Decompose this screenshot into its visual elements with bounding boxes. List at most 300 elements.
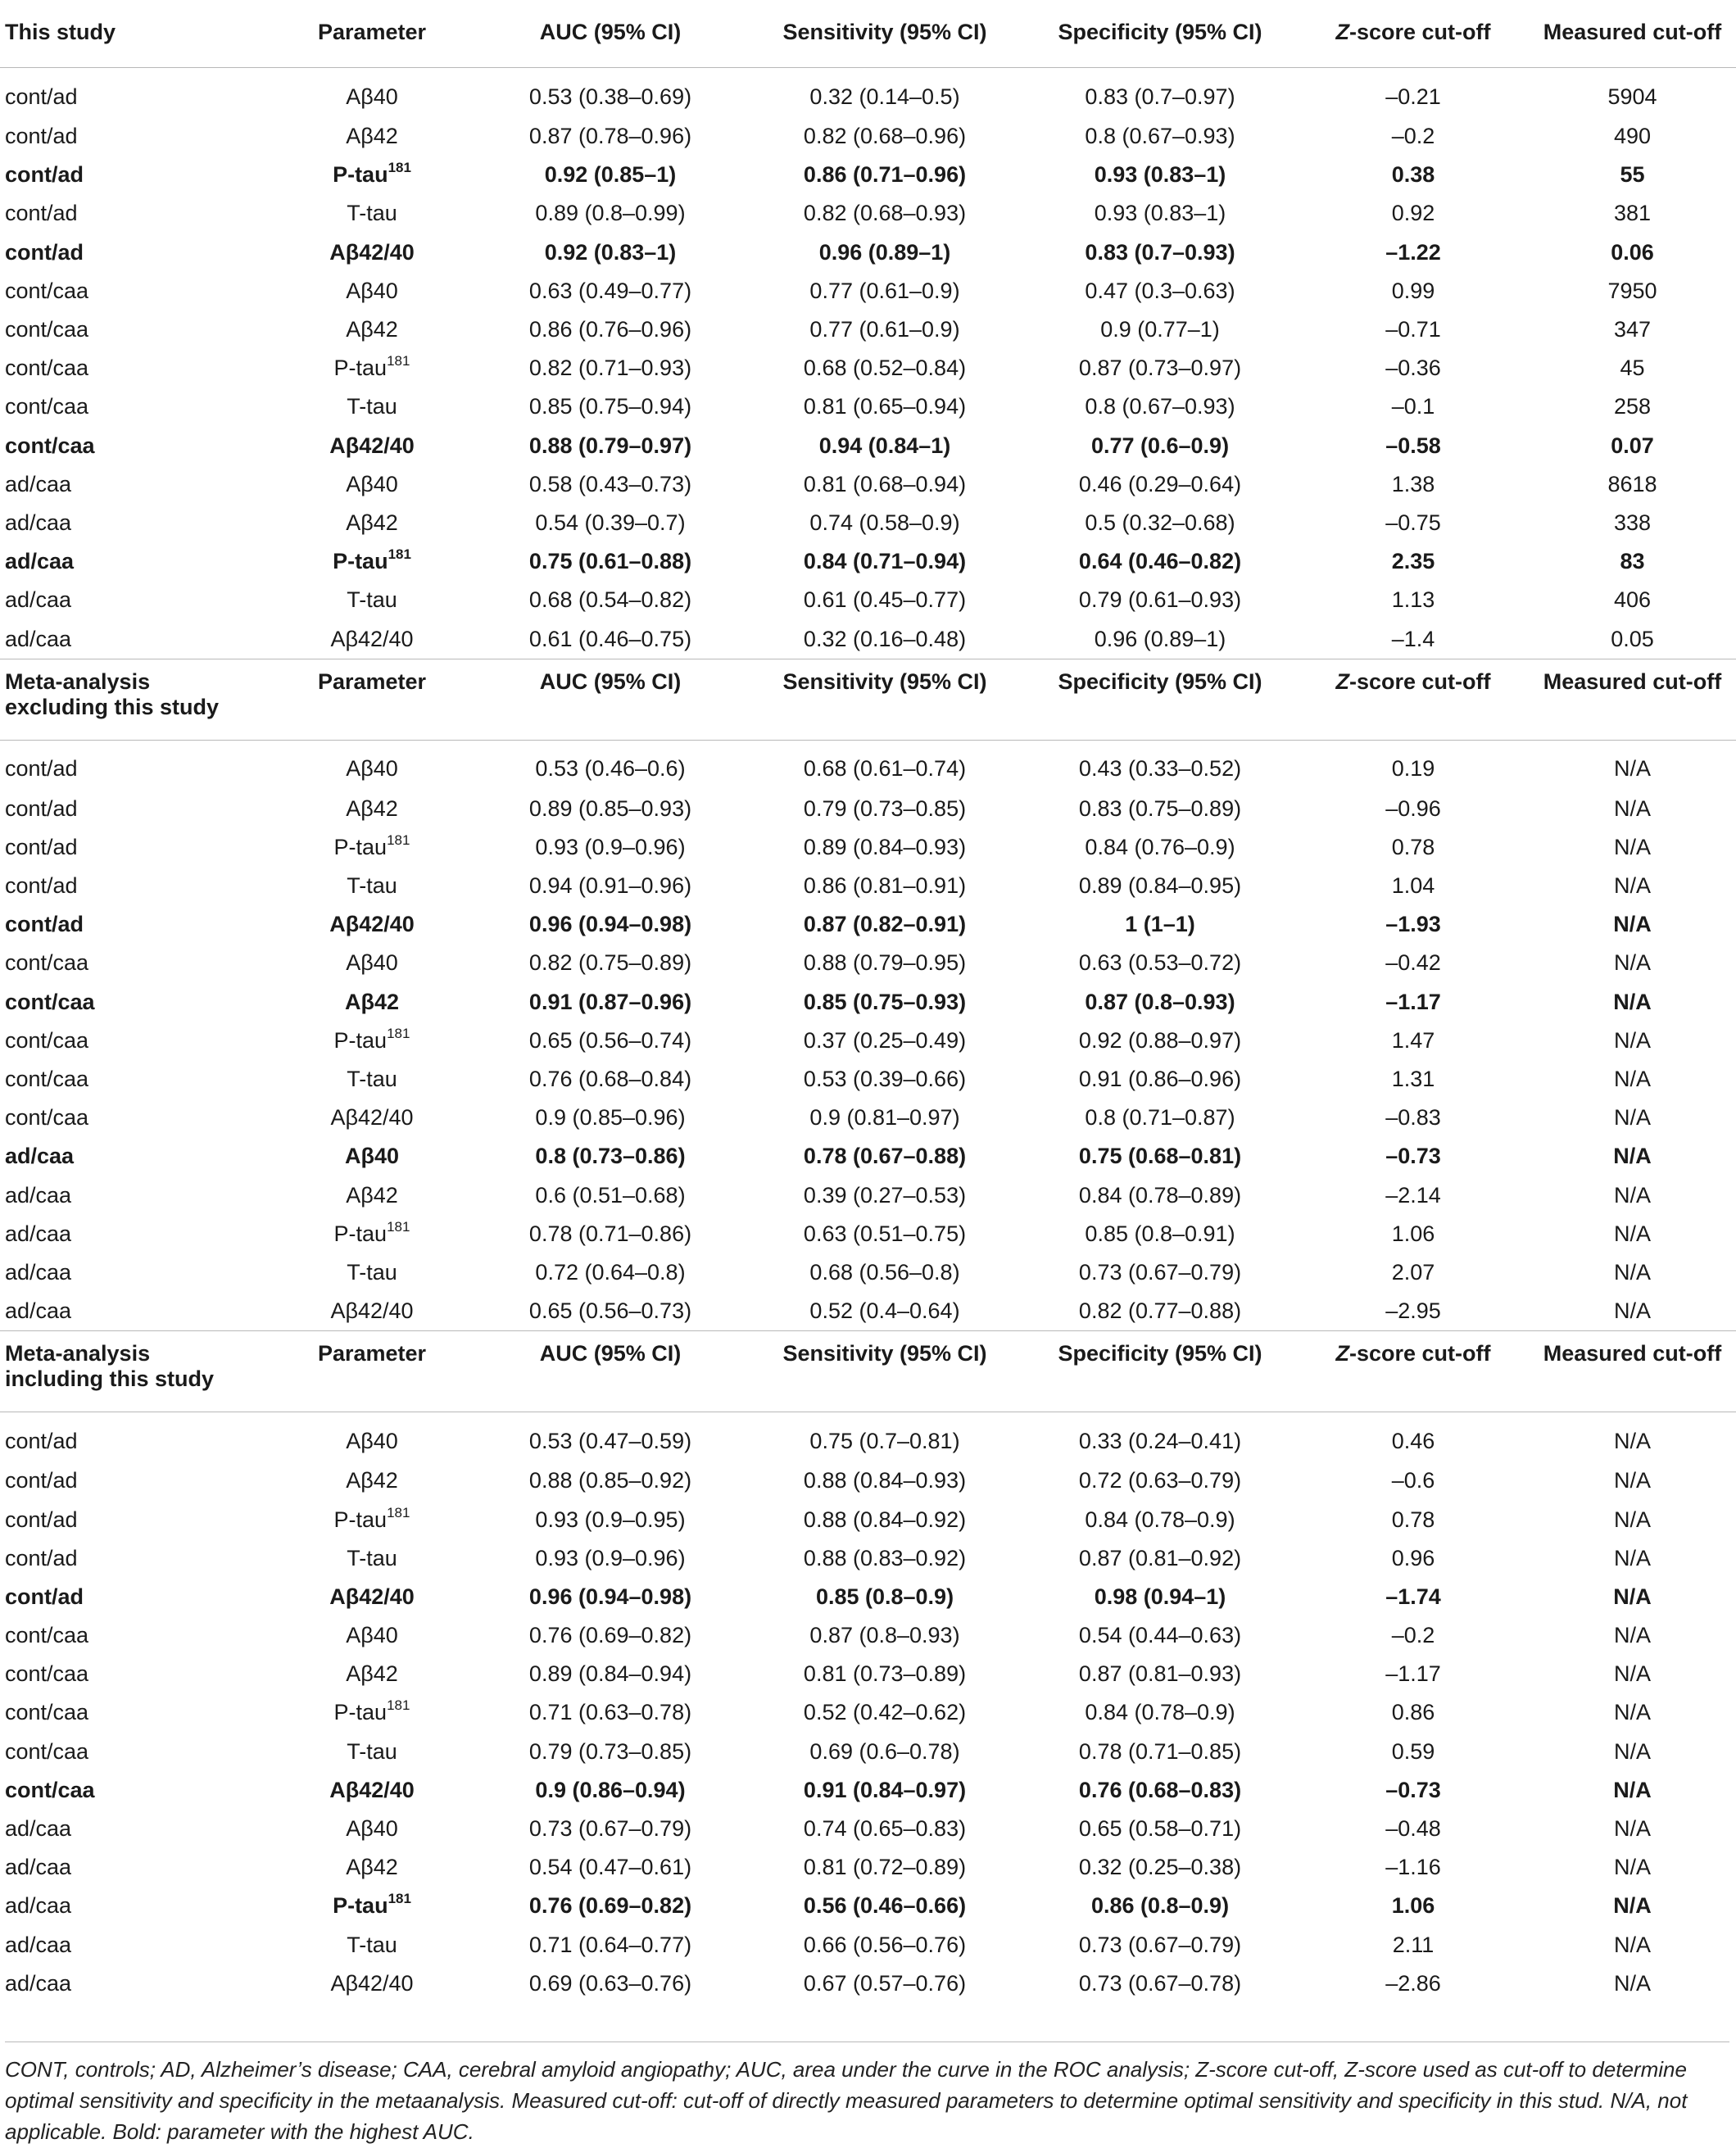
table-row [0,1137,1736,1176]
measured-cutoff-cell: N/A [1613,1661,1651,1687]
parameter-name: T-tau [347,873,397,899]
section-header-row [0,10,1736,68]
table-row [0,790,1736,828]
specificity-cell: 0.47 (0.3–0.63) [1085,278,1235,303]
specificity-cell: 0.87 (0.81–0.92) [1078,1545,1242,1570]
measured-cutoff-cell: N/A [1613,989,1652,1014]
specificity-cell: 0.43 (0.33–0.52) [1078,756,1242,782]
sensitivity-cell: 0.96 (0.89–1) [818,239,951,265]
col-header-measured-cutoff: Measured cut-off [1529,10,1736,68]
comparison-cell: cont/ad [5,1428,78,1453]
auc-cell: 0.54 (0.47–0.61) [528,1855,692,1880]
sensitivity-cell: 0.81 (0.72–0.89) [803,1855,967,1880]
auc-cell: 0.53 (0.47–0.59) [528,1428,692,1453]
sensitivity-cell: 0.77 (0.61–0.9) [809,317,960,342]
measured-cutoff-cell: N/A [1613,1428,1651,1453]
section-title [0,659,270,740]
table-body [0,10,1736,2003]
comparison-cell: ad/caa [5,1893,72,1919]
parameter-name: Aβ40 [344,1144,399,1169]
auc-cell: 0.75 (0.61–0.88) [528,549,692,574]
z-cutoff-cell: 1.47 [1391,1027,1435,1053]
sensitivity-cell: 0.89 (0.84–0.93) [803,834,967,859]
z-cutoff-cell: –2.95 [1385,1298,1441,1324]
col-header-auc: AUC (95% CI) [474,659,747,740]
z-cutoff-cell: 1.31 [1391,1067,1435,1092]
z-cutoff-cell: 0.46 [1391,1428,1435,1453]
comparison-cell: cont/caa [5,1700,89,1725]
sensitivity-cell: 0.88 (0.84–0.92) [803,1507,967,1532]
parameter-cell [270,233,474,272]
comparison-cell: cont/ad [5,834,78,859]
comparison-cell: ad/caa [5,1221,72,1246]
parameter-name: Aβ42 [346,795,398,821]
parameter-cell [270,983,474,1022]
parameter-name: Aβ42/40 [329,239,415,265]
z-cutoff-cell: 2.11 [1392,1932,1435,1957]
section-title-line1: Meta-analysis [5,1341,151,1366]
parameter-superscript: 181 [388,1891,411,1907]
auc-cell: 0.78 (0.71–0.86) [528,1221,692,1246]
measured-cutoff-cell: 258 [1613,394,1652,419]
table-row [0,944,1736,982]
sensitivity-cell: 0.52 (0.42–0.62) [803,1700,967,1725]
parameter-cell [270,349,474,387]
sensitivity-cell: 0.85 (0.75–0.93) [803,989,967,1014]
z-cutoff-cell: 0.92 [1391,201,1435,226]
specificity-cell: 0.87 (0.8–0.93) [1085,989,1235,1014]
parameter-name: T-tau [347,201,397,226]
parameter-superscript: 181 [387,1025,410,1041]
auc-cell: 0.89 (0.85–0.93) [528,795,692,821]
specificity-cell: 0.75 (0.68–0.81) [1078,1144,1242,1169]
measured-cutoff-cell: 0.07 [1611,433,1654,458]
specificity-cell: 0.9 (0.77–1) [1100,317,1220,342]
z-cutoff-cell: –1.22 [1385,239,1441,265]
parameter-cell [270,542,474,581]
sensitivity-cell: 0.68 (0.56–0.8) [809,1259,960,1285]
parameter-cell [270,156,474,194]
z-cutoff-cell: –0.96 [1385,795,1441,821]
specificity-cell: 0.92 (0.88–0.97) [1078,1027,1242,1053]
parameter-name: Aβ40 [346,278,398,303]
sensitivity-cell: 0.77 (0.61–0.9) [809,278,960,303]
table-row [0,117,1736,156]
section-title-line2: including this study [5,1366,214,1392]
z-cutoff-cell: –1.17 [1385,989,1441,1014]
z-cutoff-cell: 0.59 [1391,1738,1435,1764]
auc-cell: 0.65 (0.56–0.74) [528,1027,692,1053]
parameter-superscript: 181 [388,546,411,563]
parameter-superscript: 181 [388,160,411,176]
auc-cell: 0.92 (0.83–1) [544,239,677,265]
specificity-cell: 0.89 (0.84–0.95) [1078,873,1242,899]
measured-cutoff-cell: N/A [1613,1777,1652,1802]
parameter-name: P-tau [333,356,388,381]
comparison-cell: cont/caa [5,317,89,342]
col-header-measured-cutoff: Measured cut-off [1529,659,1736,740]
measured-cutoff-cell: N/A [1613,1816,1651,1842]
table-row [0,310,1736,349]
parameter-name: Aβ40 [346,1428,398,1453]
measured-cutoff-cell: 381 [1613,201,1652,226]
parameter-name: Aβ42/40 [330,1298,414,1324]
measured-cutoff-cell: N/A [1613,834,1651,859]
col-header-specificity: Specificity (95% CI) [1022,10,1298,68]
comparison-cell: cont/caa [5,433,95,458]
specificity-cell: 0.72 (0.63–0.79) [1078,1468,1242,1493]
z-italic: Z [1335,1341,1349,1366]
measured-cutoff-cell: 406 [1613,587,1652,613]
z-rest: -score cut-off [1348,1341,1491,1366]
z-cutoff-cell: –1.16 [1385,1855,1441,1880]
measured-cutoff-cell: N/A [1613,1893,1652,1919]
specificity-cell: 0.78 (0.71–0.85) [1078,1738,1242,1764]
table-row [0,349,1736,387]
specificity-cell: 0.5 (0.32–0.68) [1085,510,1235,535]
results-table [0,10,1736,2003]
specificity-cell: 0.83 (0.75–0.89) [1078,795,1242,821]
auc-cell: 0.58 (0.43–0.73) [528,471,692,496]
measured-cutoff-cell: 5904 [1607,84,1657,109]
z-cutoff-cell: –1.93 [1385,912,1441,937]
auc-cell: 0.87 (0.78–0.96) [528,124,692,149]
z-cutoff-cell: –2.14 [1385,1182,1441,1208]
table-row [0,1848,1736,1887]
parameter-name: Aβ42 [346,1661,398,1687]
table-row [0,1060,1736,1099]
specificity-cell: 0.91 (0.86–0.96) [1078,1067,1242,1092]
auc-cell: 0.76 (0.69–0.82) [528,1893,692,1919]
parameter-cell [270,1810,474,1848]
auc-cell: 0.73 (0.67–0.79) [528,1816,692,1842]
specificity-cell: 0.32 (0.25–0.38) [1078,1855,1242,1880]
measured-cutoff-cell: N/A [1613,756,1651,782]
parameter-cell [270,68,474,118]
sensitivity-cell: 0.84 (0.71–0.94) [803,549,967,574]
measured-cutoff-cell: N/A [1613,1855,1651,1880]
parameter-superscript: 181 [387,1504,410,1520]
sensitivity-cell: 0.86 (0.81–0.91) [803,873,967,899]
sensitivity-cell: 0.53 (0.39–0.66) [803,1067,967,1092]
parameter-name: Aβ40 [346,1816,398,1842]
parameter-cell [270,905,474,944]
comparison-cell: ad/caa [5,1144,75,1169]
specificity-cell: 0.8 (0.67–0.93) [1085,394,1235,419]
z-cutoff-cell: 1.04 [1391,873,1435,899]
parameter-cell [270,1099,474,1137]
comparison-cell: cont/caa [5,989,95,1014]
parameter-name: Aβ40 [346,84,398,109]
table-row [0,1578,1736,1616]
specificity-cell: 0.83 (0.7–0.97) [1085,84,1235,109]
sensitivity-cell: 0.9 (0.81–0.97) [809,1105,960,1131]
col-header-sensitivity: Sensitivity (95% CI) [747,1331,1022,1412]
z-cutoff-cell: –0.83 [1385,1105,1441,1131]
comparison-cell: cont/caa [5,356,89,381]
parameter-cell [270,1578,474,1616]
specificity-cell: 0.86 (0.8–0.9) [1090,1893,1230,1919]
specificity-cell: 0.87 (0.73–0.97) [1078,356,1242,381]
table-row [0,1693,1736,1732]
z-cutoff-cell: –0.58 [1385,433,1441,458]
auc-cell: 0.82 (0.75–0.89) [528,950,692,976]
parameter-cell [270,117,474,156]
parameter-cell [270,1253,474,1292]
sensitivity-cell: 0.82 (0.68–0.96) [803,124,967,149]
sensitivity-cell: 0.81 (0.68–0.94) [803,471,967,496]
parameter-name: Aβ42 [346,1468,398,1493]
specificity-cell: 0.83 (0.7–0.93) [1085,239,1235,265]
auc-cell: 0.94 (0.91–0.96) [528,873,692,899]
z-cutoff-cell: –0.73 [1385,1777,1441,1802]
comparison-cell: cont/ad [5,1584,84,1609]
table-row [0,1099,1736,1137]
col-header-specificity: Specificity (95% CI) [1022,1331,1298,1412]
parameter-cell [270,194,474,233]
z-rest: -score cut-off [1348,668,1491,694]
parameter-name: Aβ42 [346,317,398,342]
z-cutoff-cell: 1.06 [1391,1221,1435,1246]
parameter-superscript: 181 [387,353,410,369]
z-cutoff-cell: –1.17 [1385,1661,1441,1687]
comparison-cell: ad/caa [5,471,72,496]
parameter-cell [270,310,474,349]
section-header-row [0,659,1736,740]
parameter-name: Aβ40 [346,950,398,976]
sensitivity-cell: 0.68 (0.61–0.74) [803,756,967,782]
parameter-cell [270,1176,474,1215]
table-row [0,1887,1736,1925]
z-cutoff-cell: –0.42 [1385,950,1441,976]
parameter-name: P-tau [333,1027,388,1053]
specificity-cell: 0.54 (0.44–0.63) [1078,1623,1242,1648]
section-title [0,10,270,68]
comparison-cell: cont/ad [5,756,78,782]
measured-cutoff-cell: N/A [1613,1738,1651,1764]
specificity-cell: 0.82 (0.77–0.88) [1078,1298,1242,1324]
specificity-cell: 0.73 (0.67–0.78) [1078,1970,1242,1996]
measured-cutoff-cell: 45 [1620,356,1645,381]
z-cutoff-cell: 1.38 [1391,471,1435,496]
parameter-cell [270,867,474,905]
parameter-name: T-tau [347,1067,397,1092]
parameter-name: Aβ42/40 [329,1777,415,1802]
parameter-name: P-tau [333,162,388,188]
z-cutoff-cell: 0.86 [1391,1700,1435,1725]
auc-cell: 0.71 (0.64–0.77) [528,1932,692,1957]
parameter-superscript: 181 [387,1697,410,1714]
z-cutoff-cell: –0.71 [1385,317,1441,342]
auc-cell: 0.72 (0.64–0.8) [535,1259,686,1285]
z-cutoff-cell: –2.86 [1385,1970,1441,1996]
sensitivity-cell: 0.66 (0.56–0.76) [803,1932,967,1957]
parameter-cell [270,504,474,542]
table-row [0,740,1736,790]
sensitivity-cell: 0.39 (0.27–0.53) [803,1182,967,1208]
specificity-cell: 0.84 (0.78–0.89) [1078,1182,1242,1208]
specificity-cell: 0.8 (0.67–0.93) [1085,124,1235,149]
comparison-cell: cont/caa [5,1623,89,1648]
comparison-cell: cont/ad [5,912,84,937]
parameter-name: P-tau [333,1893,388,1919]
parameter-name: T-tau [347,394,397,419]
parameter-cell [270,619,474,659]
specificity-cell: 0.77 (0.6–0.9) [1090,433,1230,458]
col-header-auc: AUC (95% CI) [474,1331,747,1412]
parameter-name: T-tau [347,587,397,613]
table-row [0,1412,1736,1462]
z-cutoff-cell: 2.35 [1391,549,1435,574]
col-header-z-cutoff [1298,659,1529,740]
parameter-name: P-tau [333,1221,388,1246]
auc-cell: 0.88 (0.79–0.97) [528,433,692,458]
measured-cutoff-cell: N/A [1613,1298,1651,1324]
measured-cutoff-cell: N/A [1613,1700,1651,1725]
auc-cell: 0.93 (0.9–0.96) [535,834,686,859]
table-row [0,828,1736,867]
col-header-parameter: Parameter [270,10,474,68]
parameter-cell [270,427,474,465]
auc-cell: 0.9 (0.85–0.96) [535,1105,686,1131]
comparison-cell: cont/ad [5,124,78,149]
sensitivity-cell: 0.61 (0.45–0.77) [803,587,967,613]
section-title-line2: excluding this study [5,694,220,719]
col-header-parameter: Parameter [270,1331,474,1412]
auc-cell: 0.54 (0.39–0.7) [535,510,686,535]
sensitivity-cell: 0.91 (0.84–0.97) [803,1777,967,1802]
col-header-auc: AUC (95% CI) [474,10,747,68]
sensitivity-cell: 0.74 (0.65–0.83) [803,1816,967,1842]
measured-cutoff-cell: N/A [1613,1105,1651,1131]
parameter-cell [270,581,474,619]
comparison-cell: cont/ad [5,1545,78,1570]
z-rest: -score cut-off [1348,20,1491,44]
comparison-cell: cont/caa [5,1067,89,1092]
parameter-cell [270,1733,474,1771]
z-cutoff-cell: –0.6 [1391,1468,1435,1493]
parameter-cell [270,1412,474,1462]
table-row [0,194,1736,233]
z-cutoff-cell: –1.74 [1385,1584,1441,1609]
specificity-cell: 0.8 (0.71–0.87) [1085,1105,1235,1131]
specificity-cell: 0.87 (0.81–0.93) [1078,1661,1242,1687]
parameter-cell [270,1655,474,1693]
sensitivity-cell: 0.78 (0.67–0.88) [803,1144,967,1169]
comparison-cell: ad/caa [5,1932,72,1957]
measured-cutoff-cell: N/A [1613,912,1652,937]
parameter-name: T-tau [347,1738,397,1764]
table-row [0,1810,1736,1848]
table-row [0,1771,1736,1810]
auc-cell: 0.9 (0.86–0.94) [535,1777,686,1802]
table-row [0,1253,1736,1292]
sensitivity-cell: 0.67 (0.57–0.76) [803,1970,967,1996]
comparison-cell: cont/ad [5,201,78,226]
auc-cell: 0.63 (0.49–0.77) [528,278,692,303]
table-row [0,1926,1736,1964]
auc-cell: 0.71 (0.63–0.78) [528,1700,692,1725]
col-header-sensitivity: Sensitivity (95% CI) [747,10,1022,68]
specificity-cell: 0.84 (0.78–0.9) [1085,1700,1235,1725]
sensitivity-cell: 0.87 (0.82–0.91) [803,912,967,937]
sensitivity-cell: 0.88 (0.79–0.95) [803,950,967,976]
table-row [0,983,1736,1022]
measured-cutoff-cell: 338 [1613,510,1652,535]
parameter-cell [270,944,474,982]
comparison-cell: ad/caa [5,1816,72,1842]
auc-cell: 0.82 (0.71–0.93) [528,356,692,381]
section-title-line1: Meta-analysis [5,668,151,694]
comparison-cell: cont/ad [5,1507,78,1532]
measured-cutoff-cell: 0.06 [1611,239,1654,265]
sensitivity-cell: 0.32 (0.14–0.5) [809,84,960,109]
measured-cutoff-cell: 55 [1620,162,1645,188]
sensitivity-cell: 0.69 (0.6–0.78) [809,1738,960,1764]
col-header-z-cutoff [1298,1331,1529,1412]
auc-cell: 0.89 (0.84–0.94) [528,1661,692,1687]
measured-cutoff-cell: N/A [1613,1027,1651,1053]
parameter-name: Aβ42 [346,1855,398,1880]
parameter-cell [270,1771,474,1810]
comparison-cell: cont/caa [5,1027,89,1053]
specificity-cell: 0.73 (0.67–0.79) [1078,1259,1242,1285]
parameter-cell [270,1215,474,1253]
table-row [0,465,1736,504]
sensitivity-cell: 0.82 (0.68–0.93) [803,201,967,226]
auc-cell: 0.79 (0.73–0.85) [528,1738,692,1764]
specificity-cell: 0.73 (0.67–0.79) [1078,1932,1242,1957]
parameter-cell [270,387,474,426]
parameter-cell [270,1060,474,1099]
auc-cell: 0.85 (0.75–0.94) [528,394,692,419]
specificity-cell: 0.46 (0.29–0.64) [1078,471,1242,496]
sensitivity-cell: 0.87 (0.8–0.93) [809,1623,960,1648]
parameter-name: T-tau [347,1932,397,1957]
comparison-cell: cont/caa [5,1738,89,1764]
comparison-cell: cont/caa [5,950,89,976]
parameter-name: Aβ40 [346,471,398,496]
table-row [0,1539,1736,1578]
auc-cell: 0.92 (0.85–1) [544,162,677,188]
table-row [0,1964,1736,2003]
auc-cell: 0.6 (0.51–0.68) [535,1182,686,1208]
measured-cutoff-cell: N/A [1613,873,1651,899]
auc-cell: 0.61 (0.46–0.75) [528,626,692,651]
comparison-cell: cont/caa [5,1661,89,1687]
sensitivity-cell: 0.37 (0.25–0.49) [803,1027,967,1053]
table-row [0,905,1736,944]
table-row [0,156,1736,194]
col-header-measured-cutoff: Measured cut-off [1529,1331,1736,1412]
comparison-cell: ad/caa [5,1182,72,1208]
z-cutoff-cell: 2.07 [1391,1259,1435,1285]
sensitivity-cell: 0.52 (0.4–0.64) [809,1298,960,1324]
parameter-cell [270,1926,474,1964]
measured-cutoff-cell: N/A [1613,1221,1651,1246]
measured-cutoff-cell: N/A [1613,1468,1651,1493]
parameter-cell [270,1292,474,1331]
sensitivity-cell: 0.86 (0.71–0.96) [803,162,967,188]
table-row [0,619,1736,659]
auc-cell: 0.65 (0.56–0.73) [528,1298,692,1324]
specificity-cell: 0.65 (0.58–0.71) [1078,1816,1242,1842]
comparison-cell: cont/caa [5,1105,89,1131]
parameter-name: Aβ40 [346,1623,398,1648]
table-row [0,68,1736,118]
specificity-cell: 0.84 (0.78–0.9) [1085,1507,1235,1532]
measured-cutoff-cell: 8618 [1607,471,1657,496]
